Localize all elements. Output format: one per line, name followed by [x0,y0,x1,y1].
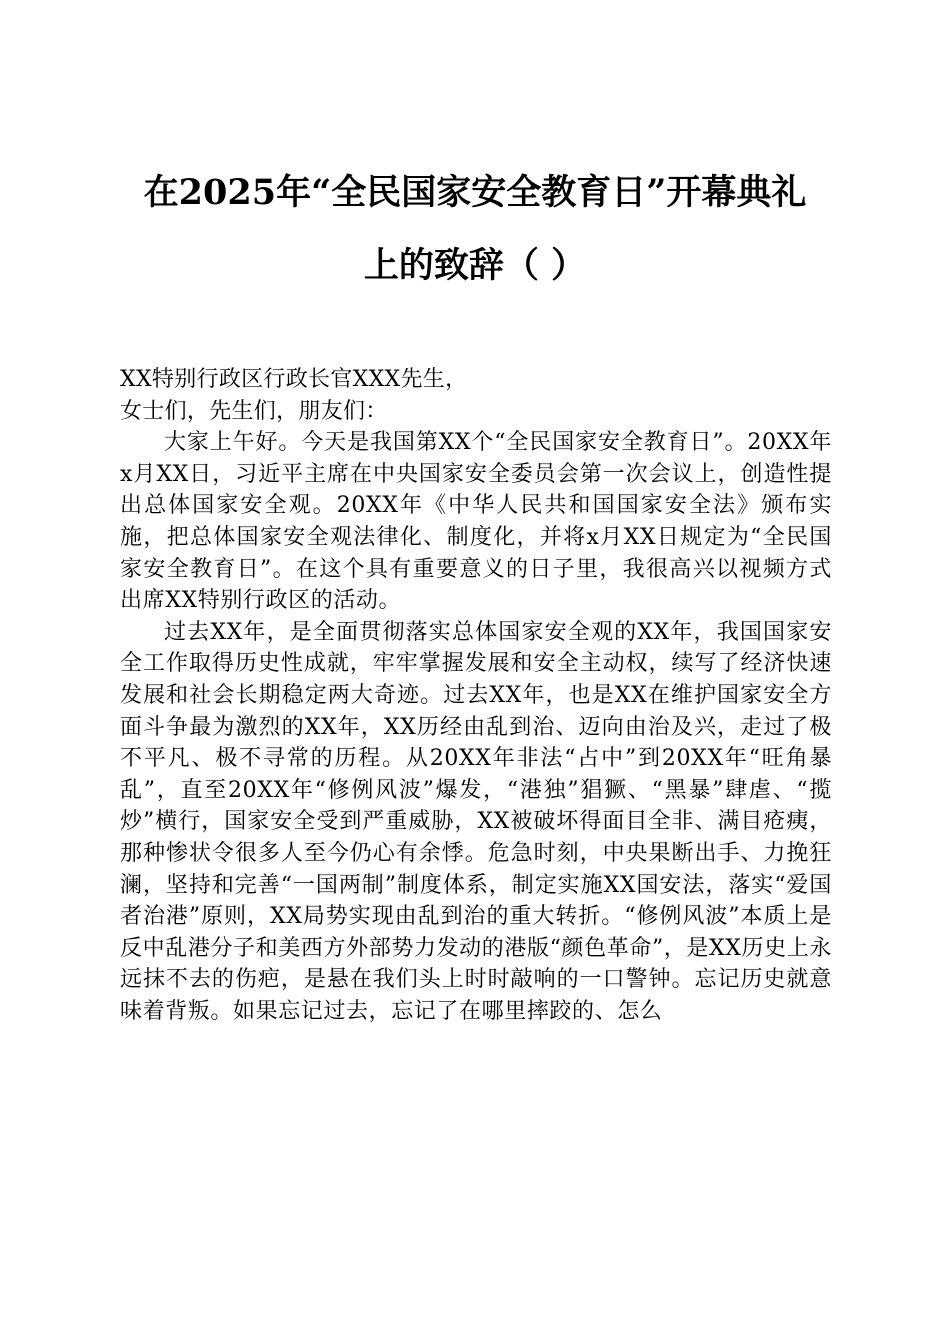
body-paragraph-1: 大家上午好。今天是我国第XX个“全民国家安全教育日”。20XX年x月XX日，习近平主席在中央国家安全委员会第一次会议上，创造性提出总体国家安全观。20XX年《中华人民共和国国家安全法》颁布实施，把总体国家安全观法律化、制度化，并将x月XX日规定为“全民国家安全教育日”。在这个具有重要意义的日子里，我很高兴以视频方式出席XX特别行政区的活动。 [120,430,832,614]
body-paragraph-2: 过去XX年，是全面贯彻落实总体国家安全观的XX年，我国国家安全工作取得历史性成就，牢牢掌握发展和安全主动权，续写了经济快速发展和社会长期稳定两大奇迹。过去XX年，也是XX在维护国家安全方面斗争最为激烈的XX年，XX历经由乱到治、迈向由治及兴，走过了极不平凡、极不寻常的历程。从20XX年非法“占中”到20XX年“旺角暴乱”，直至20XX年“修例风波”爆发，“港独”猖獗、“黑暴”肆虐、“揽炒”横行，国家安全受到严重威胁，XX被破坏得面目全非、满目疮痍，那种惨状令很多人至今仍心有余悸。危急时刻，中央果断出手、力挽狂澜，坚持和完善“一国两制”制度体系，制定实施XX国安法，落实“爱国者治港”原则，XX局势实现由乱到治的重大转折。“修例风波”本质上是反中乱港分子和美西方外部势力发动的港版“颜色革命”，是XX历史上永远抹不去的伤疤，是悬在我们头上时时敲响的一口警钟。忘记历史就意味着背叛。如果忘记过去，忘记了在哪里摔跤的、怎么 [120,619,832,1024]
document-title-line-1: 在2025年“全民国家安全教育日”开幕典礼 [143,172,807,213]
salutation-line-2: 女士们，先生们，朋友们： [120,398,388,424]
document-title-line-2: 上的致辞（ ） [363,245,587,286]
document-body [120,364,832,1027]
salutation-line-1: XX特别行政区行政长官XXX先生， [120,367,468,392]
